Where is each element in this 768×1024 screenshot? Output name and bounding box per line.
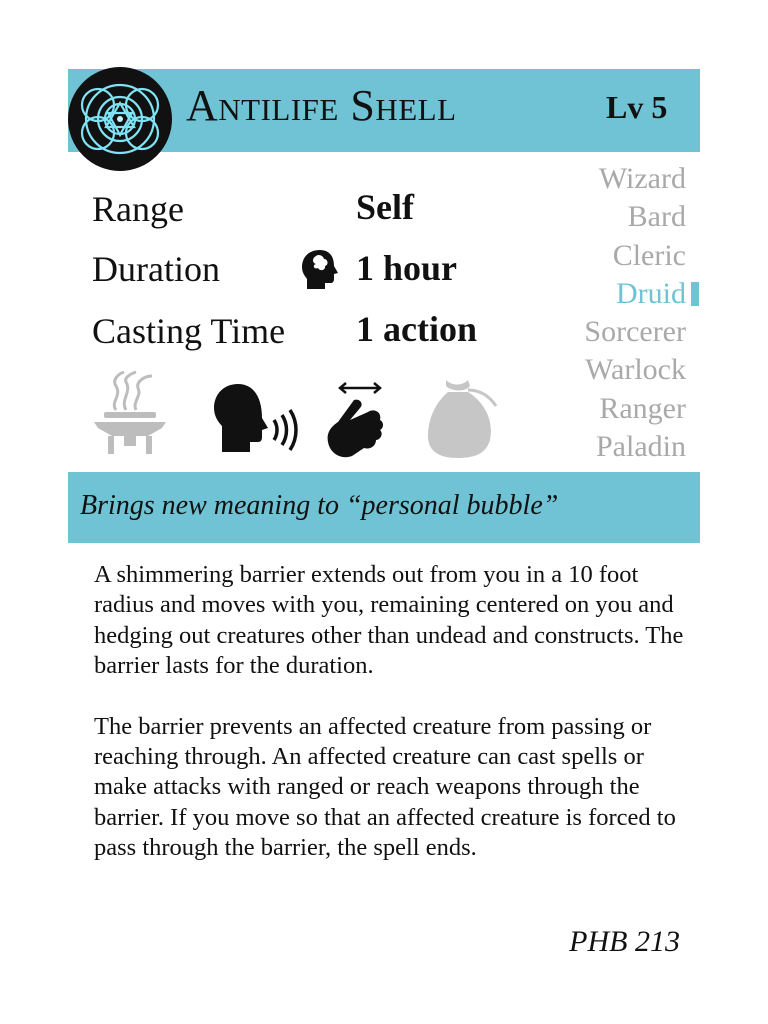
active-class-marker	[691, 282, 699, 306]
concentration-head-icon	[298, 246, 344, 292]
class-ranger: Ranger	[599, 391, 686, 425]
incense-burner-icon	[90, 368, 170, 463]
duration-value: 1 hour	[356, 248, 458, 288]
class-warlock: Warlock	[585, 353, 686, 387]
class-sorcerer: Sorcerer	[584, 315, 686, 349]
source-reference: PHB 213	[569, 925, 680, 958]
somatic-hand-gesture-icon	[324, 378, 390, 467]
duration-label: Duration	[92, 249, 220, 289]
range-value: Self	[356, 187, 414, 227]
abjuration-sigil-icon	[68, 67, 172, 171]
description-paragraph: The barrier prevents an affected creature from passing or reaching through. An affected creature can cast spells or make attacks with ranged or reach weapons through the barrier. If you move so that an affected creature is forced to pass through the barrier, the spell ends.	[94, 712, 676, 862]
class-list	[486, 160, 686, 466]
casting-time-label: Casting Time	[92, 311, 286, 351]
class-cleric: Cleric	[612, 238, 686, 272]
class-druid: Druid	[616, 276, 686, 310]
range-label: Range	[92, 189, 184, 229]
casting-time-value: 1 action	[356, 309, 477, 349]
description-paragraph: A shimmering barrier extends out from you in a 10 foot radius and moves with you, remaining centered on you and hedging out creatures other than undead and constructs. The barrier lasts for the duration.	[94, 561, 684, 680]
spell-level: Lv 5	[606, 89, 668, 125]
flavor-text: Brings new meaning to “personal bubble”	[80, 490, 559, 521]
class-paladin: Paladin	[596, 430, 686, 464]
spell-name: Antilife Shell	[186, 81, 457, 130]
spell-description	[94, 560, 694, 894]
class-wizard: Wizard	[598, 162, 686, 195]
verbal-speaking-head-icon	[212, 382, 304, 459]
class-bard: Bard	[627, 200, 686, 234]
